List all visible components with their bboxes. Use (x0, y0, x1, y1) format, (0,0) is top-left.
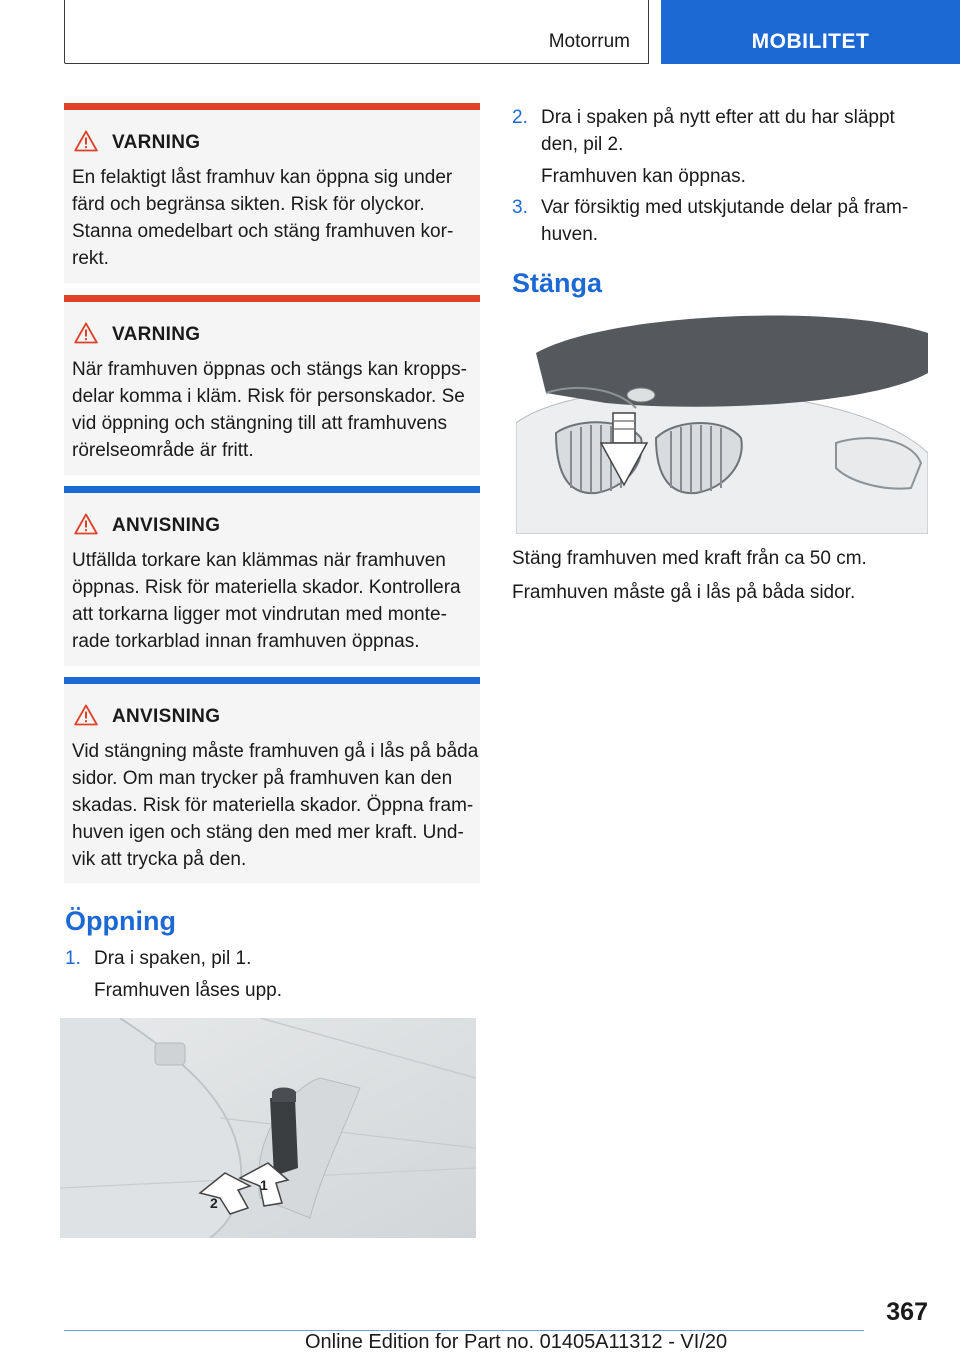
arrow-label-2: 2 (210, 1195, 218, 1211)
header-chapter-title: MOBILITET (751, 30, 870, 53)
arrow-label-1: 1 (260, 1177, 268, 1193)
notice-text (72, 356, 476, 464)
step-number: 2. (512, 107, 528, 128)
opening-step-3 (512, 194, 932, 250)
notice-line: delar komma i kläm. Risk för personskador. Se (72, 386, 465, 407)
warning-triangle-icon (74, 130, 98, 152)
header-chapter-tab (661, 0, 960, 64)
opening-step-2 (512, 104, 932, 190)
notice-title: VARNING (112, 132, 201, 153)
notice-line: rekt. (72, 248, 109, 269)
closing-hood-illustration (516, 313, 928, 534)
warning-triangle-icon (74, 704, 98, 726)
notice-text (72, 164, 476, 272)
step-text: Dra i spaken, pil 1. (94, 948, 252, 969)
notice-line: rade torkarblad innan framhuven öppnas. (72, 631, 420, 652)
warning-triangle-icon (74, 513, 98, 535)
note-box-1 (64, 486, 480, 666)
step-number: 3. (512, 197, 528, 218)
header-section-title: Motorrum (548, 31, 630, 52)
step-number: 1. (65, 948, 81, 969)
closing-paragraph-2: Framhuven måste gå i lås på båda sidor. (512, 582, 856, 603)
notice-line: sidor. Om man trycker på framhuven kan den (72, 768, 453, 789)
opening-step-1 (65, 945, 475, 1005)
step-result-text: Framhuven kan öppnas. (541, 166, 746, 187)
closing-heading: Stänga (512, 268, 603, 298)
notice-line: En felaktigt låst framhuv kan öppna sig under (72, 167, 453, 188)
notice-title: ANVISNING (112, 515, 221, 536)
notice-line: att torkarna ligger mot vindrutan med monte- (72, 604, 447, 625)
opening-heading: Öppning (65, 906, 176, 936)
step-text-cont: den, pil 2. (541, 134, 624, 155)
warning-box-2 (64, 295, 480, 475)
notice-line: Stanna omedelbart och stäng framhuven kor- (72, 221, 454, 242)
note-box-2 (64, 677, 480, 883)
notice-line: skadas. Risk för materiella skador. Öppna fram- (72, 795, 474, 816)
header-section-tab (64, 0, 649, 64)
notice-line: färd och begränsa sikten. Risk för olyckor. (72, 194, 425, 215)
notice-line: rörelseområde är fritt. (72, 440, 254, 461)
warning-triangle-icon (74, 322, 98, 344)
notice-text (72, 738, 479, 873)
page-number: 367 (886, 1298, 928, 1326)
closing-hood-figure (516, 313, 928, 534)
notice-text (72, 547, 476, 655)
notice-line: Utfällda torkare kan klämmas när framhuven (72, 550, 446, 571)
step-text: Var försiktig med utskjutande delar på fram- (541, 197, 909, 218)
closing-paragraph-1: Stäng framhuven med kraft från ca 50 cm. (512, 548, 867, 569)
notice-line: huven igen och stäng den med mer kraft. Und- (72, 822, 464, 843)
notice-line: vid öppning och stängning till att framhuvens (72, 413, 447, 434)
footer-edition-text: Online Edition for Part no. 01405A11312 - VI/20 (305, 1331, 728, 1353)
notice-line: Vid stängning måste framhuven gå i lås på båda (72, 741, 479, 762)
notice-line: vik att trycka på den. (72, 849, 247, 870)
notice-line: öppnas. Risk för materiella skador. Kontrollera (72, 577, 461, 598)
hood-release-lever-figure (60, 1018, 476, 1238)
step-text-cont: huven. (541, 224, 599, 245)
notice-line: När framhuven öppnas och stängs kan kropps- (72, 359, 467, 380)
step-result-text: Framhuven låses upp. (94, 980, 282, 1001)
step-text: Dra i spaken på nytt efter att du har släppt (541, 107, 895, 128)
hood-release-lever-illustration (60, 1018, 476, 1238)
notice-title: VARNING (112, 324, 201, 345)
warning-box-1 (64, 103, 480, 283)
notice-title: ANVISNING (112, 706, 221, 727)
